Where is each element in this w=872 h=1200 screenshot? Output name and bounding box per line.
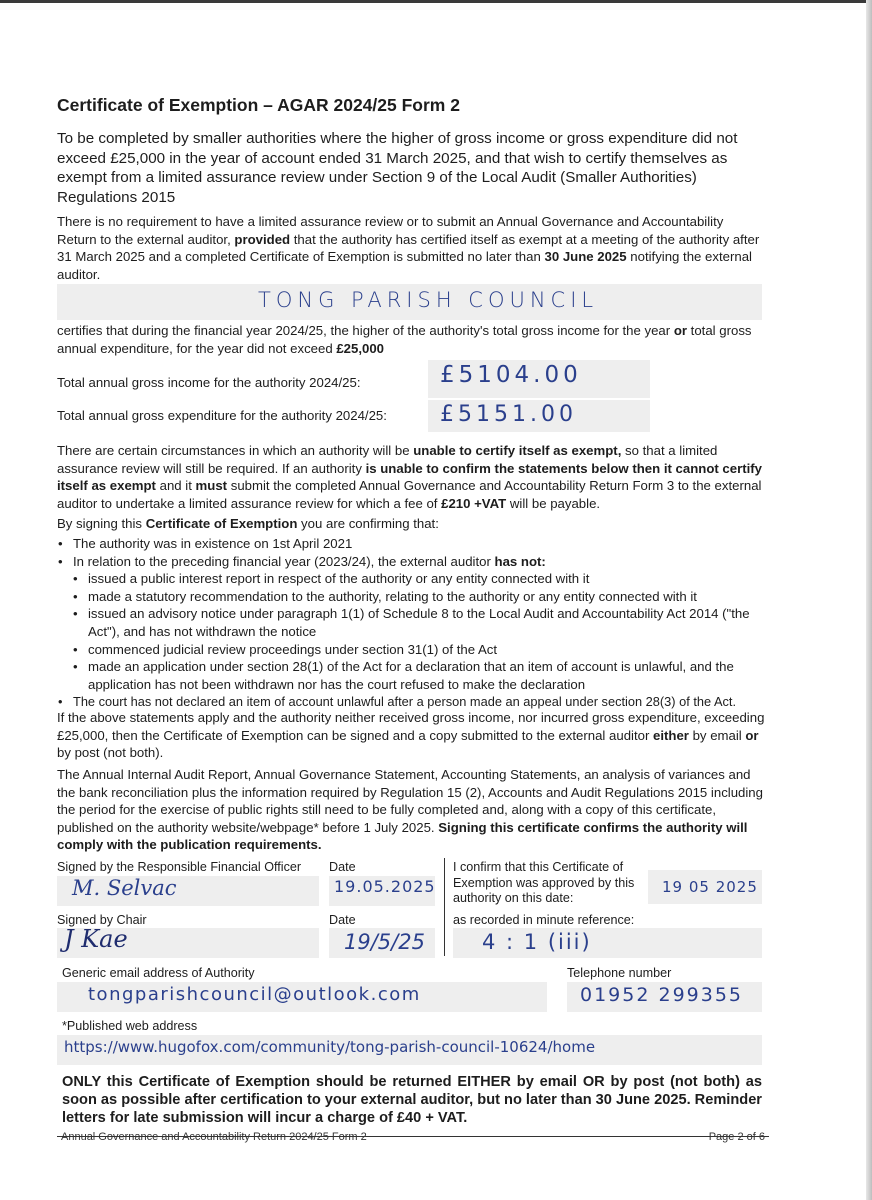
conditions-list <box>57 535 769 711</box>
divider <box>444 858 445 956</box>
scan-edge <box>0 0 872 3</box>
chair-label: Signed by Chair <box>57 913 147 927</box>
email-value: tongparishcouncil@outlook.com <box>88 984 421 1005</box>
income-value: £5104.00 <box>440 362 582 388</box>
chair-signature: J Kae <box>64 925 128 953</box>
list-item: • In relation to the preceding financial year (2023/24), the external auditor has not: <box>57 553 769 571</box>
web-label: *Published web address <box>62 1019 198 1033</box>
rfo-date: 19.05.2025 <box>334 877 436 896</box>
authority-name: TONG PARISH COUNCIL <box>258 288 599 312</box>
page-title: Certificate of Exemption – AGAR 2024/25 Form 2 <box>57 95 460 115</box>
minute-ref: 4 : 1 (iii) <box>482 930 592 954</box>
if-above-paragraph: If the above statements apply and the authority neither received gross income, nor incurred gross expenditure, exceeding £25,000, then the Certificate of Exemption can be signed and a copy submitted to the external auditor either by email or by post (not both). <box>57 710 765 761</box>
unable-paragraph: There are certain circumstances in which an authority will be unable to certify itself as exempt, so that a limited assurance review will still be required. If an authority is unable to confirm the statements below then it cannot certify itself as exempt and it must submit the completed Annual Governance and Accountability Return Form 3 to the external auditor to undertake a limited assurance review for which a fee of £210 +VAT will be payable. <box>57 443 763 511</box>
list-item: • The authority was in existence on 1st April 2021 <box>57 535 769 553</box>
chair-date-label: Date <box>329 913 356 927</box>
chair-date: 19/5/25 <box>344 930 425 954</box>
list-item: • issued a public interest report in respect of the authority or any entity connected with it <box>57 570 769 588</box>
phone-value: 01952 299355 <box>580 984 744 1006</box>
expenditure-value: £5151.00 <box>440 402 577 427</box>
intro-paragraph: There is no requirement to have a limited assurance review or to submit an Annual Governance and Accountability Return to the external auditor, provided that the authority has certified itself as exempt at a meeting of the authority after 31 March 2025 and a completed Certificate of Exemption is submitted no later than 30 June 2025 notifying the external auditor. <box>57 214 760 282</box>
email-label: Generic email address of Authority <box>62 966 255 980</box>
footer-page-number: Page 2 of 6 <box>708 1131 765 1143</box>
list-item: • issued an advisory notice under paragraph 1(1) of Schedule 8 to the Local Audit and Accountability Act 2014 ("the Act"), and has not withdrawn the notice <box>57 605 769 640</box>
confirming-line: By signing this Certificate of Exemption you are confirming that: <box>57 516 439 531</box>
rfo-signature: M. Selvac <box>72 876 177 900</box>
final-instructions: ONLY this Certificate of Exemption should be returned EITHER by email OR by post (not both) as soon as possible after certification to your external auditor, but no later than 30 June 2025. Reminder letters for late submission will incur a charge of £40 + VAT. <box>62 1074 762 1126</box>
footer <box>57 1131 769 1143</box>
lead-paragraph: To be completed by smaller authorities where the higher of gross income or gross expenditure did not exceed £25,000 in the year of account ended 31 March 2025, and that wish to certify themselves as exempt from a limited assurance review under Section 9 of the Local Audit (Smaller Authorities) Regulations 2015 <box>57 130 738 206</box>
annual-paragraph: The Annual Internal Audit Report, Annual Governance Statement, Accounting Statements, an analysis of variances and the bank reconciliation plus the information required by Regulation 15 (2), Accounts and Audit Regulations 2015 including the period for the exercise of public rights still need to be fully completed and, along with a copy of this certificate, published on the authority website/webpage* before 1 July 2025. Signing this certificate confirms the authority will comply with the publication requirements. <box>57 767 763 853</box>
list-item: • The court has not declared an item of account unlawful after a person made an appeal under section 28(3) of the Act. <box>57 693 769 711</box>
footer-left: Annual Governance and Accountability Return 2024/25 Form 2 <box>61 1131 367 1143</box>
list-item: • made an application under section 28(1) of the Act for a declaration that an item of account is unlawful, and the application has not been withdrawn nor has the court refused to make the declaration <box>57 658 769 693</box>
rfo-label: Signed by the Responsible Financial Officer <box>57 860 302 874</box>
phone-label: Telephone number <box>567 966 672 980</box>
income-label: Total annual gross income for the authority 2024/25: <box>57 375 361 390</box>
rfo-date-label: Date <box>329 860 356 874</box>
confirm-label: I confirm that this Certificate of Exemption was approved by this authority on this date: <box>453 860 635 905</box>
scan-edge <box>866 0 872 1200</box>
expenditure-label: Total annual gross expenditure for the authority 2024/25: <box>57 408 387 423</box>
list-item: • made a statutory recommendation to the authority, relating to the authority or any entity connected with it <box>57 588 769 606</box>
approved-date: 19 05 2025 <box>662 878 758 896</box>
certifies-paragraph: certifies that during the financial year 2024/25, the higher of the authority's total gross income for the year or total gross annual expenditure, for the year did not exceed £25,000 <box>57 323 752 356</box>
minute-label: as recorded in minute reference: <box>453 913 635 927</box>
list-item: • commenced judicial review proceedings under section 31(1) of the Act <box>57 641 769 659</box>
web-value: https://www.hugofox.com/community/tong-parish-council-10624/home <box>64 1038 596 1056</box>
